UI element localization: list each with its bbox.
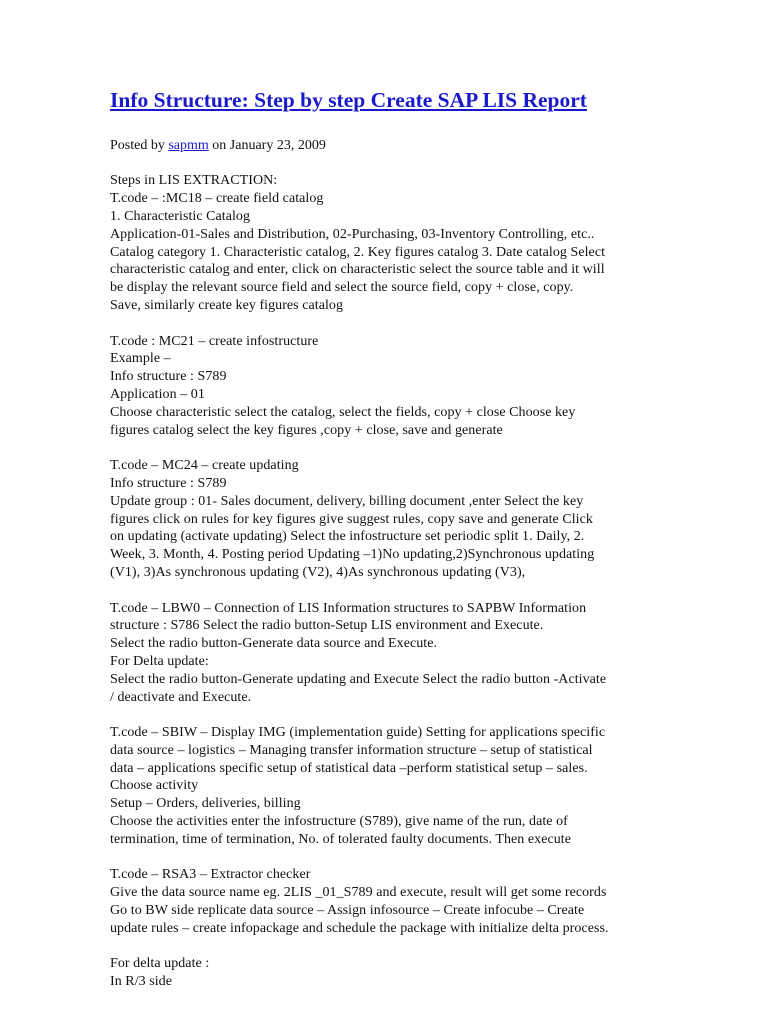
body-line: Steps in LIS EXTRACTION: bbox=[110, 173, 278, 189]
body-line: Catalog category 1. Characteristic catalog, 2. Key figures catalog 3. Date catalog Select bbox=[110, 244, 606, 260]
body-line: Select the radio button-Generate data source and Execute. bbox=[110, 636, 438, 652]
body-line: structure : S786 Select the radio button-Setup LIS environment and Execute. bbox=[110, 618, 544, 634]
body-line: Week, 3. Month, 4. Posting period Updating –1)No updating,2)Synchronous updating bbox=[110, 547, 595, 563]
body-line: Choose characteristic select the catalog, select the fields, copy + close Choose key bbox=[110, 404, 576, 420]
body-section bbox=[110, 955, 670, 991]
body-section bbox=[110, 457, 670, 582]
body-line: Info structure : S789 bbox=[110, 369, 227, 385]
body-line: Go to BW side replicate data source – Assign infosource – Create infocube – Create bbox=[110, 903, 585, 919]
post-body bbox=[110, 172, 670, 991]
body-line: For Delta update: bbox=[110, 653, 209, 669]
body-section bbox=[110, 172, 670, 314]
body-line: Application – 01 bbox=[110, 386, 205, 402]
author-link[interactable]: sapmm bbox=[168, 137, 209, 153]
body-line: For delta update : bbox=[110, 956, 210, 972]
body-line: characteristic catalog and enter, click on characteristic select the source table and it will bbox=[110, 262, 605, 278]
body-line: T.code – SBIW – Display IMG (implementation guide) Setting for applications specific bbox=[110, 725, 606, 741]
body-line: Setup – Orders, deliveries, billing bbox=[110, 796, 301, 812]
body-line: termination, time of termination, No. of tolerated faulty documents. Then execute bbox=[110, 831, 571, 847]
body-section bbox=[110, 724, 670, 849]
body-line: Example – bbox=[110, 351, 171, 367]
body-line: T.code – RSA3 – Extractor checker bbox=[110, 867, 311, 883]
body-section bbox=[110, 600, 670, 707]
body-line: be display the relevant source field and select the source field, copy + close, copy. bbox=[110, 280, 574, 296]
body-line: T.code – LBW0 – Connection of LIS Information structures to SAPBW Information bbox=[110, 600, 587, 616]
body-line: data – applications specific setup of statistical data –perform statistical setup – sales. bbox=[110, 760, 588, 776]
body-line: / deactivate and Execute. bbox=[110, 689, 252, 705]
post-meta bbox=[110, 137, 670, 155]
body-line: 1. Characteristic Catalog bbox=[110, 208, 251, 224]
body-section bbox=[110, 866, 670, 937]
body-line: figures catalog select the key figures ,copy + close, save and generate bbox=[110, 422, 503, 438]
post-date: on January 23, 2009 bbox=[212, 137, 326, 153]
body-line: T.code : MC21 – create infostructure bbox=[110, 333, 319, 349]
body-line: figures click on rules for key figures give suggest rules, copy save and generate Click bbox=[110, 511, 593, 527]
body-line: Info structure : S789 bbox=[110, 475, 227, 491]
post-title-link[interactable]: Info Structure: Step by step Create SAP LIS Report bbox=[110, 88, 587, 112]
body-line: T.code – MC24 – create updating bbox=[110, 458, 299, 474]
body-line: Save, similarly create key figures catalog bbox=[110, 297, 344, 313]
body-line: Choose activity bbox=[110, 778, 199, 794]
body-line: Select the radio button-Generate updating and Execute Select the radio button -Activate bbox=[110, 671, 607, 687]
body-line: data source – logistics – Managing transfer information structure – setup of statistical bbox=[110, 742, 593, 758]
body-section bbox=[110, 333, 670, 440]
body-line: Update group : 01- Sales document, delivery, billing document ,enter Select the key bbox=[110, 493, 584, 509]
body-line: Application-01-Sales and Distribution, 02-Purchasing, 03-Inventory Controlling, etc.. bbox=[110, 226, 595, 242]
body-line: update rules – create infopackage and schedule the package with initialize delta process. bbox=[110, 920, 609, 936]
posted-by-label: Posted by bbox=[110, 137, 165, 153]
body-line: on updating (activate updating) Select the infostructure set periodic split 1. Daily, 2. bbox=[110, 529, 585, 545]
body-line: Give the data source name eg. 2LIS _01_S789 and execute, result will get some records bbox=[110, 885, 607, 901]
document-page bbox=[110, 88, 670, 1009]
body-line: T.code – :MC18 – create field catalog bbox=[110, 191, 324, 207]
body-line: (V1), 3)As synchronous updating (V2), 4)As synchronous updating (V3), bbox=[110, 564, 526, 580]
body-line: Choose the activities enter the infostructure (S789), give name of the run, date of bbox=[110, 814, 568, 830]
body-line: In R/3 side bbox=[110, 974, 172, 990]
